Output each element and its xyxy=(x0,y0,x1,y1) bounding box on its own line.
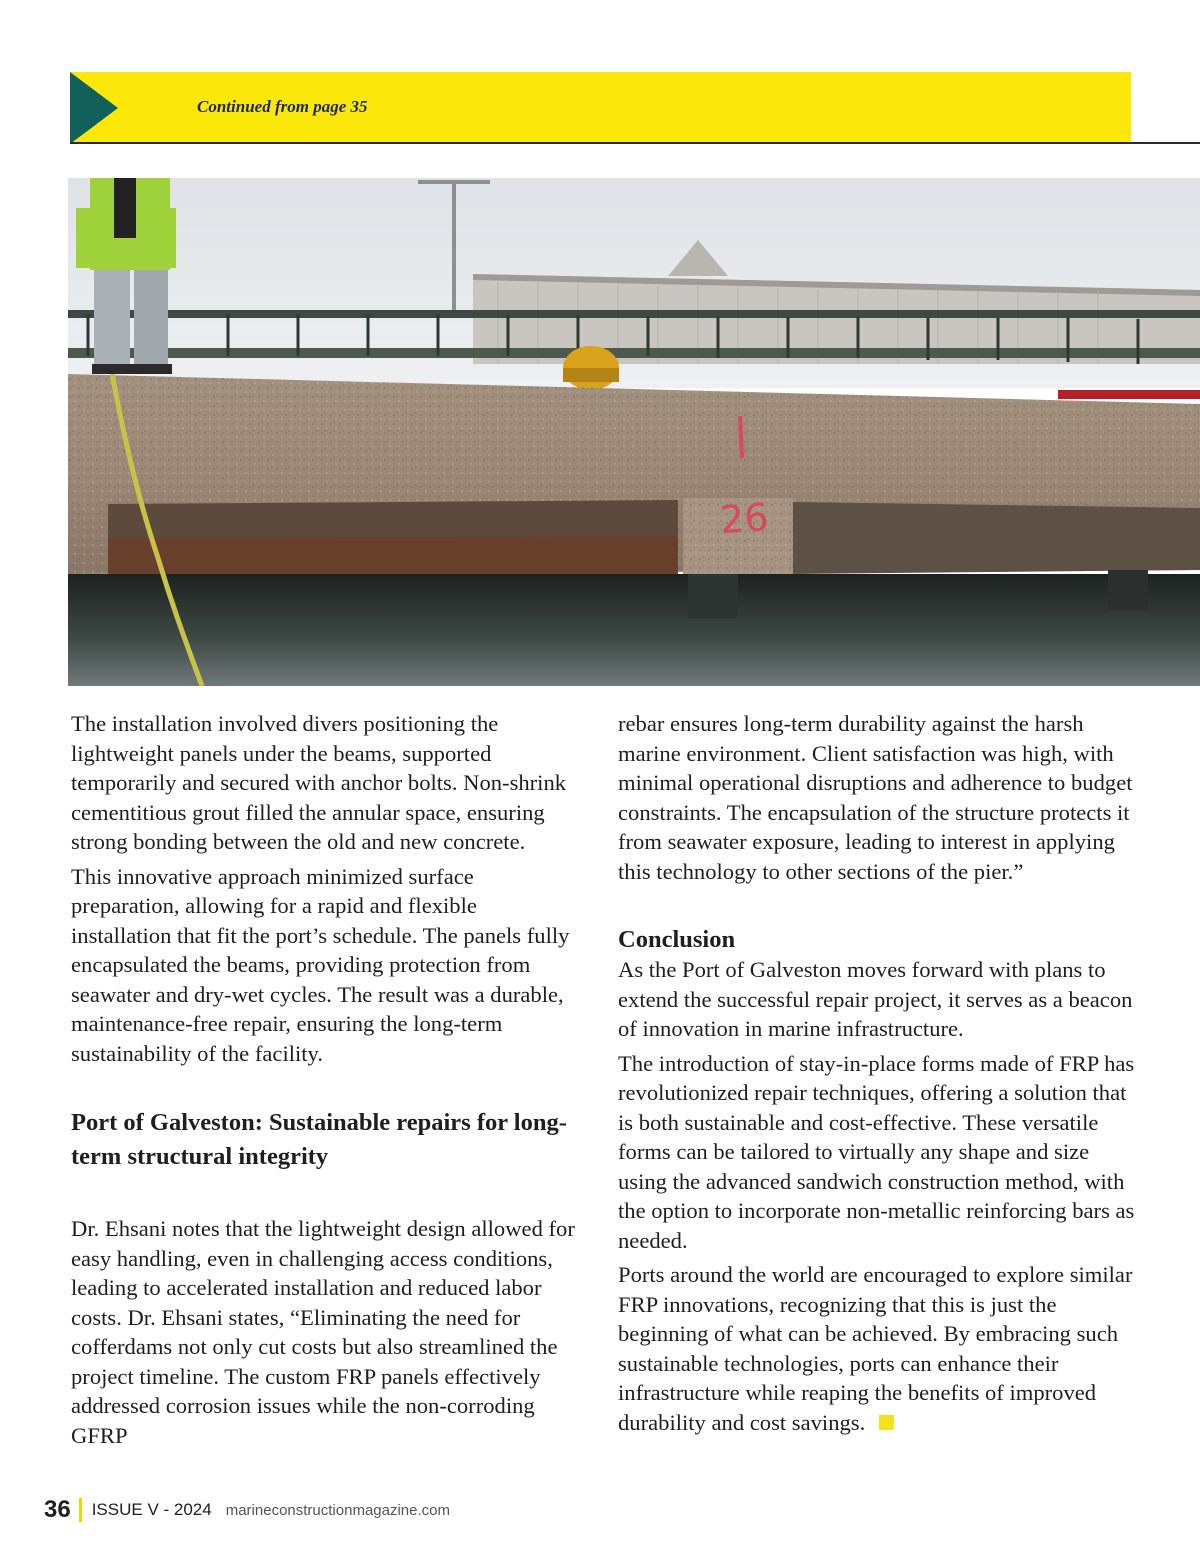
arrow-marker-icon xyxy=(70,72,118,144)
conclusion-heading: Conclusion xyxy=(618,926,736,953)
final-paragraph-text: Ports around the world are encouraged to explore similar FRP innovations, recognizing that this is just the beginning of what can be achieved. By embracing such sustainable technologies, ports can enhance their infrastructure while reaping the benefits of improved durability and cost savings. xyxy=(618,1262,1133,1435)
body-paragraph: The introduction of stay-in-place forms made of FRP has revolutionized repair techniques, offering a solution that is both sustainable and cost-effective. These versatile forms can be tailored to virtually any shape and size using the advanced sandwich construction method, with the option to incorporate non-metallic reinforcing bars as needed. xyxy=(618,1050,1135,1253)
body-paragraph: Dr. Ehsani notes that the lightweight design allowed for easy handling, even in challenging access conditions, leading to accelerated installation and reduced labor costs. Dr. Ehsani states, “Eliminating the need for cofferdams not only cut costs but also streamlined the project timeline. The custom FRP panels effectively addressed corrosion issues while the non-corroding GFRP xyxy=(71,1216,575,1448)
page-footer xyxy=(44,1490,450,1530)
footer-divider xyxy=(79,1498,82,1522)
body-paragraph-final xyxy=(618,1260,1138,1437)
body-paragraph: The installation involved divers positioning the lightweight panels under the beams, supported temporarily and secured with anchor bolts. Non-shrink cementitious grout filled the annular space, ensuring strong bonding between the old and new concrete. xyxy=(71,711,567,854)
body-paragraph: rebar ensures long-term durability against the harsh marine environment. Client satisfaction was high, with minimal operational disruptions and adherence to budget constraints. The encapsulation of the structure protects it from seawater exposure, leading to interest in applying this technology to other sections of the pier.” xyxy=(618,711,1133,884)
issue-label: ISSUE V - 2024 xyxy=(91,1500,212,1519)
body-paragraph: As the Port of Galveston moves forward with plans to extend the successful repair project, it serves as a beacon of innovation in marine infrastructure. xyxy=(618,957,1133,1041)
right-column xyxy=(618,709,1138,1442)
page-number: 36 xyxy=(44,1496,71,1523)
end-of-article-icon xyxy=(879,1415,894,1430)
header-rule xyxy=(70,142,1200,144)
body-paragraph: This innovative approach minimized surface preparation, allowing for a rapid and flexible installation that fit the port’s schedule. The panels fully encapsulated the beams, providing protection from seawater and dry-wet cycles. The result was a durable, maintenance-free repair, ensuring the long-term sustainability of the facility. xyxy=(71,863,570,1066)
svg-text:26: 26 xyxy=(718,494,770,543)
pier-repair-photo xyxy=(68,178,1200,686)
left-column xyxy=(71,709,581,1455)
continued-label: Continued from page 35 xyxy=(197,97,368,116)
website-link[interactable]: marineconstructionmagazine.com xyxy=(225,1501,450,1519)
subheading: Port of Galveston: Sustainable repairs for long-term structural integrity xyxy=(71,1109,567,1170)
